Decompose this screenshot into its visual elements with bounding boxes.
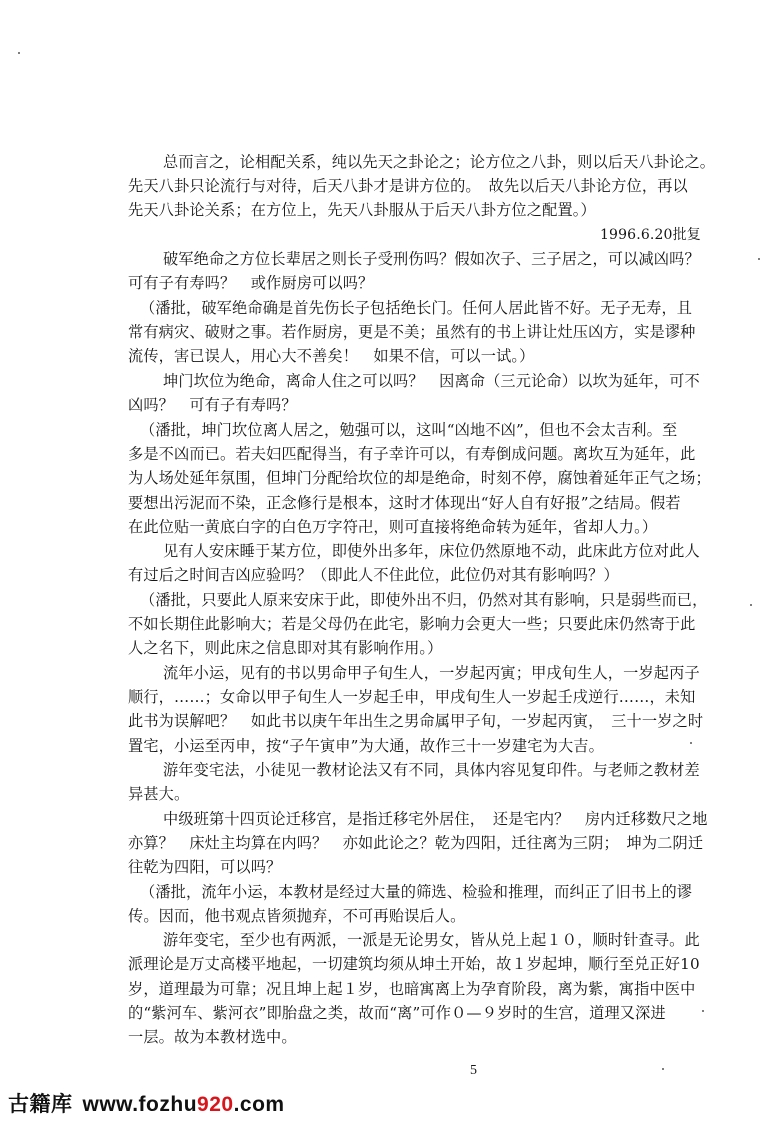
text-line: 人之名下，则此床之信息即对其有影响作用。） [128,639,443,657]
watermark-footer [8,1088,285,1118]
text-line: 此书为误解吧？ 如此书以庚午年出生之男命属甲子旬，一岁起丙寅， 三十一岁之时 [128,712,704,730]
scan-speck [662,1068,664,1070]
text-line: 岁，道理最为可靠；况且坤上起１岁，也暗寓离上为孕育阶段，离为紫，寓指中医中 [128,980,696,998]
text-line: 派理论是万丈高楼平地起，一切建筑均须从坤土开始，故１岁起坤，顺行至兑正好10 [128,955,700,973]
text-line: 破军绝命之方位长辈居之则长子受刑伤吗？假如次子、三子居之，可以减凶吗？ [163,250,700,268]
text-line: 有过后之时间吉凶应验吗？（即此人不住此位，此位仍对其有影响吗？） [128,566,619,584]
scan-speck [750,604,752,606]
text-line: （潘批，只要此人原来安床于此，即使外出不归，仍然对其有影响，只是弱些而已， [140,591,708,609]
text-line: 先天八卦只论流行与对待，后天八卦才是讲方位的。 故先以后天八卦论方位，再以 [128,177,688,195]
text-line: 见有人安床睡于某方位，即使外出多年，床位仍然原地不动，此床此方位对此人 [163,542,700,560]
text-line: 凶吗？ 可有子有寿吗？ [128,396,297,414]
text-line: 不如长期住此影响大；若是父母仍在此宅，影响力会更大一些；只要此床仍然寄于此 [128,615,696,633]
text-line: 总而言之，论相配关系，纯以先天之卦论之；论方位之八卦，则以后天八卦论之。 [163,153,716,171]
scan-speck [702,1010,704,1012]
text-line: 多是不凶而已。若夫妇匹配得当，有子幸许可以，有寿倒成问题。离坎互为延年，此 [128,445,696,463]
text-line: 置宅，小运至丙申，按“子午寅申”为大通，故作三十一岁建宅为大吉。 [128,737,604,755]
date-stamp: 1996.6.20批复 [600,227,701,243]
watermark-site-suffix: .com [233,1093,285,1116]
text-line: 在此位贴一黄底白字的白色万字符卍，则可直接将绝命转为延年，省却人力。） [128,518,658,536]
text-line: 中级班第十四页论迁移宫，是指迁移宅外居住， 还是宅内？ 房内迁移数尺之地 [163,810,708,828]
text-line: （潘批，坤门坎位离人居之，勉强可以，这叫“凶地不凶”，但也不会太吉利。至 [140,421,678,439]
text-line: 常有病灾、破财之事。若作厨房，更是不美；虽然有的书上讲让灶压凶方，实是谬种 [128,323,696,341]
text-line: 的“紫河车、紫河衣”即胎盘之类，故而“离”可作０—９岁时的生宫，道理又深进 [128,1004,666,1022]
text-line: 一层。故为本教材选中。 [128,1028,297,1046]
text-line: 先天八卦论关系；在方位上，先天八卦服从于后天八卦方位之配置。） [128,201,596,219]
text-line: 异甚大。 [128,785,190,803]
text-line: 游年变宅，至少也有两派，一派是无论男女，皆从兑上起１０，顺时针查寻。此 [163,931,700,949]
text-line: 游年变宅法，小徒见一教材论法又有不同，具体内容见复印件。与老师之教材差 [163,761,700,779]
text-line: 可有子有寿吗？ 或作厨房可以吗？ [128,274,374,292]
text-line: （潘批，破军绝命确是首先伤长子包括绝长门。任何人居此皆不好。无子无寿，且 [140,299,693,317]
scan-speck [758,258,760,260]
text-line: 顺行，……；女命以甲子旬生人一岁起壬申，甲戌旬生人一岁起壬戌逆行……，未知 [128,688,696,706]
text-line: （潘批，流年小运，本教材是经过大量的筛选、检验和推理，而纠正了旧书上的谬 [140,883,693,901]
watermark-site-prefix: www.fozhu [82,1093,198,1116]
text-line: 传。因而，他书观点皆须抛弃，不可再贻误后人。 [128,907,466,925]
text-line: 要想出污泥而不染，正念修行是根本，这时才体现出“好人自有好报”之结局。假若 [128,494,681,512]
watermark-brand: 古籍库 [8,1093,73,1116]
watermark-site-number: 920 [197,1093,234,1116]
page-number: 5 [470,1063,477,1078]
text-line: 为人场处延年氛围，但坤门分配给坎位的却是绝命，时刻不停，腐蚀着延年正气之场； [128,469,711,487]
scan-speck [18,52,20,54]
text-line: 流传，害已误人，用心大不善矣！ 如果不信，可以一试。） [128,347,535,365]
text-line: 往乾为四阳，可以吗？ [128,858,282,876]
text-line: 流年小运，见有的书以男命甲子旬生人，一岁起丙寅；甲戌旬生人，一岁起丙子 [163,664,700,682]
text-line: 坤门坎位为绝命，离命人住之可以吗？ 因离命（三元论命）以坎为延年，可不 [163,372,700,390]
text-line: 亦算？ 床灶主均算在内吗？ 亦如此论之？乾为四阳，迁往离为三阴； 坤为二阴迁 [128,834,704,852]
scan-speck [690,742,692,744]
